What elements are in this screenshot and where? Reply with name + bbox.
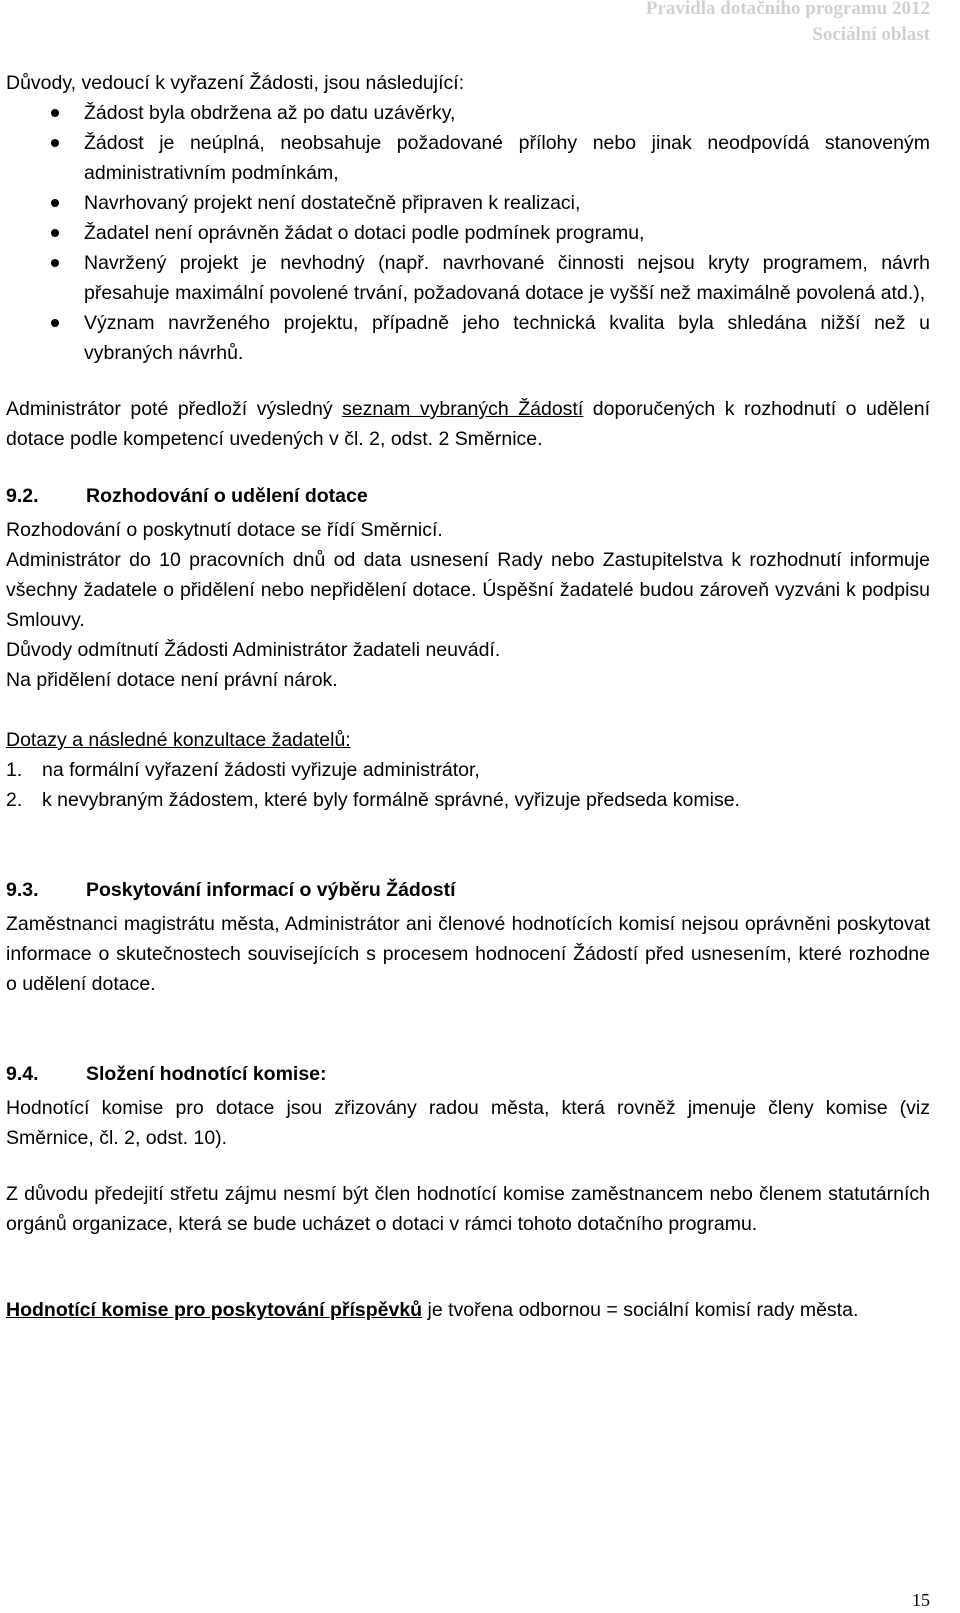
admin-text-before: Administrátor poté předloží výsledný — [6, 398, 343, 420]
commission-paragraph — [6, 1295, 930, 1325]
list-text: k nevybraným žádostem, které byly formálně správné, vyřizuje předseda komise. — [42, 789, 740, 811]
section-title: Poskytování informací o výběru Žádostí — [86, 879, 456, 901]
section-9-3-heading — [6, 875, 930, 905]
list-text: na formální vyřazení žádosti vyřizuje administrátor, — [42, 759, 480, 781]
header-area: Sociální oblast — [812, 24, 930, 45]
reasons-list — [6, 98, 930, 368]
paragraph: Hodnotící komise pro dotace jsou zřizovány radou města, která rovněž jmenuje členy komise (viz Směrnice, čl. 2, odst. 10). — [6, 1097, 930, 1149]
paragraph: Na přidělení dotace není právní nárok. — [6, 669, 338, 691]
reasons-intro: Důvody, vedoucí k vyřazení Žádosti, jsou následující: — [6, 72, 465, 94]
section-9-4-heading — [6, 1059, 930, 1089]
paragraph: Zaměstnanci magistrátu města, Administrátor ani členové hodnotících komisí nejsou oprávněni poskytovat informace o skutečnostech souvisejících s procesem hodnocení Žádostí před usnesením, které rozhodne o udělení dotace. — [6, 913, 930, 995]
list-item: Žádost byla obdržena až po datu uzávěrky, — [6, 98, 930, 128]
list-number: 1. — [6, 759, 23, 781]
section-number: 9.4. — [6, 1063, 39, 1085]
paragraph: Důvody odmítnutí Žádosti Administrátor žadateli neuvádí. — [6, 639, 501, 661]
section-title: Složení hodnotící komise: — [86, 1063, 327, 1085]
list-item — [6, 785, 930, 815]
admin-paragraph — [6, 394, 930, 454]
list-number: 2. — [6, 789, 23, 811]
paragraph: Administrátor do 10 pracovních dnů od data usnesení Rady nebo Zastupitelstva k rozhodnutí informuje všechny žadatele o přidělení nebo nepřidělení dotace. Úspěšní žadatelé budou zároveň vyzváni k podpisu Smlouvy. — [6, 549, 930, 631]
paragraph: Rozhodování o poskytnutí dotace se řídí Směrnicí. — [6, 519, 443, 541]
selected-list-link: seznam vybraných Žádostí — [342, 398, 584, 420]
section-title: Rozhodování o udělení dotace — [86, 485, 368, 507]
section-9-2-heading — [6, 481, 930, 511]
admin-text-after: doporučených k rozhodnutí o udělení dotace podle kompetencí uvedených v čl. 2, odst. 2 Směrnice. — [6, 398, 930, 450]
document-body — [6, 68, 930, 1325]
list-item: Význam navrženého projektu, případně jeho technická kvalita byla shledána nižší než u vybraných návrhů. — [6, 308, 930, 368]
questions-list — [6, 755, 930, 815]
commission-label: Hodnotící komise pro poskytování příspěvků — [6, 1299, 423, 1321]
list-item: Navržený projekt je nevhodný (např. navrhované činnosti nejsou kryty programem, návrh přesahuje maximální povolené trvání, požadovaná dotace je vyšší než maximálně povolená atd.), — [6, 248, 930, 308]
list-item — [6, 755, 930, 785]
header-program-title: Pravidla dotačního programu 2012 — [645, 0, 930, 19]
page-number: 15 — [912, 1590, 930, 1610]
list-item: Žádost je neúplná, neobsahuje požadované přílohy nebo jinak neodpovídá stanoveným administrativním podmínkám, — [6, 128, 930, 188]
paragraph: Z důvodu předejití střetu zájmu nesmí být člen hodnotící komise zaměstnancem nebo členem statutárních orgánů organizace, která se bude ucházet o dotaci v rámci tohoto dotačního programu. — [6, 1183, 930, 1235]
list-item: Žadatel není oprávněn žádat o dotaci podle podmínek programu, — [6, 218, 930, 248]
commission-text: je tvořena odbornou = sociální komisí rady města. — [422, 1299, 859, 1321]
section-number: 9.3. — [6, 879, 39, 901]
questions-title: Dotazy a následné konzultace žadatelů: — [6, 729, 351, 751]
section-number: 9.2. — [6, 485, 39, 507]
page-header — [646, 0, 930, 48]
list-item: Navrhovaný projekt není dostatečně připraven k realizaci, — [6, 188, 930, 218]
